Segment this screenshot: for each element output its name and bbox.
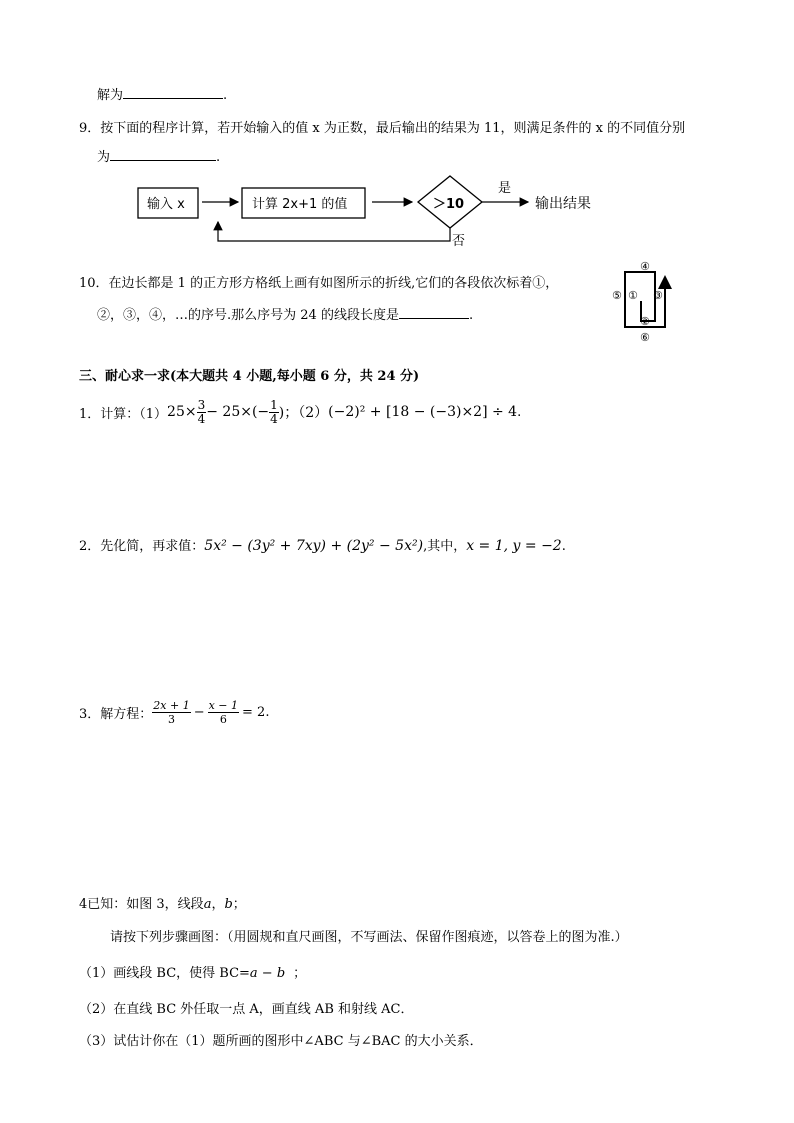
problem-4-line2: 请按下列步骤画图：（用圆规和直尺画图，不写画法、保留作图痕迹，以答卷上的图为准.） bbox=[110, 930, 628, 945]
segment-label-2: ② bbox=[640, 315, 650, 328]
fraction: $\frac{2x + 1}{3}$ bbox=[153, 698, 190, 726]
problem-4-step2: （2）在直线 BC 外任取一点 A，画直线 AB 和射线 AC． bbox=[79, 1002, 414, 1017]
input-label: 输入 x bbox=[147, 197, 185, 212]
output-label: 输出结果 bbox=[535, 196, 591, 212]
fraction: $\frac{x - 1}{6}$ bbox=[208, 698, 239, 726]
segment-label-4: ④ bbox=[640, 260, 650, 273]
q10-line2: ②，③，④，…的序号.那么序号为 24 的线段长度是 . bbox=[97, 304, 473, 323]
answer-blank[interactable] bbox=[399, 305, 469, 319]
answer-blank[interactable] bbox=[123, 85, 223, 99]
polyline-figure bbox=[608, 255, 688, 347]
compute-label: 计算 2x+1 的值 bbox=[252, 197, 348, 212]
segment-label-5: ⑤ bbox=[612, 289, 622, 302]
problem-1: 1．计算：（1） 25× $\frac{3}{4}$ − 25×(− $\frac{1}{4}$ )；（2） (−2)² + [18 − (−3)×2] ÷ 4 . bbox=[79, 397, 522, 426]
q9-line1: 9．按下面的程序计算，若开始输入的值 x 为正数，最后输出的结果为 11，则满足条件的 x 的不同值分别 bbox=[79, 121, 686, 136]
problem-4-step3: （3）试估计你在（1）题所画的图形中∠ABC 与∠BAC 的大小关系． bbox=[79, 1034, 483, 1049]
no-label: 否 bbox=[452, 234, 466, 249]
fraction: $\frac{3}{4}$ bbox=[197, 397, 206, 426]
section-heading: 三、耐心求一求(本大题共 4 小题,每小题 6 分，共 24 分) bbox=[79, 369, 420, 384]
yes-label: 是 bbox=[498, 181, 512, 196]
condition-label: ＞10 bbox=[433, 197, 465, 212]
problem-4-line1: 4已知：如图 3，线段a，b； bbox=[79, 897, 246, 912]
q8-tail: 解为 . bbox=[97, 84, 227, 103]
problem-4-step1: （1）画线段 BC，使得 BC=a − b ； bbox=[79, 966, 307, 981]
q9-line2: 为 . bbox=[97, 146, 220, 165]
segment-label-1: ① bbox=[628, 289, 638, 302]
loop-arrow bbox=[218, 222, 450, 241]
flowchart bbox=[130, 172, 630, 252]
answer-blank[interactable] bbox=[110, 147, 216, 161]
problem-3: 3．解方程： $\frac{2x + 1}{3}$ − $\frac{x - 1}{6}$ = 2 . bbox=[79, 698, 270, 726]
fraction: $\frac{1}{4}$ bbox=[270, 397, 278, 426]
q10-line1: 10．在边长都是 1 的正方形方格纸上画有如图所示的折线,它们的各段依次标着①， bbox=[79, 276, 559, 291]
problem-2: 2．先化简，再求值：5x² − (3y² + 7xy) + (2y² − 5x²),其中，x = 1, y = −2. bbox=[79, 538, 566, 554]
segment-label-6: ⑥ bbox=[640, 331, 650, 344]
segment-label-3: ③ bbox=[653, 289, 663, 302]
